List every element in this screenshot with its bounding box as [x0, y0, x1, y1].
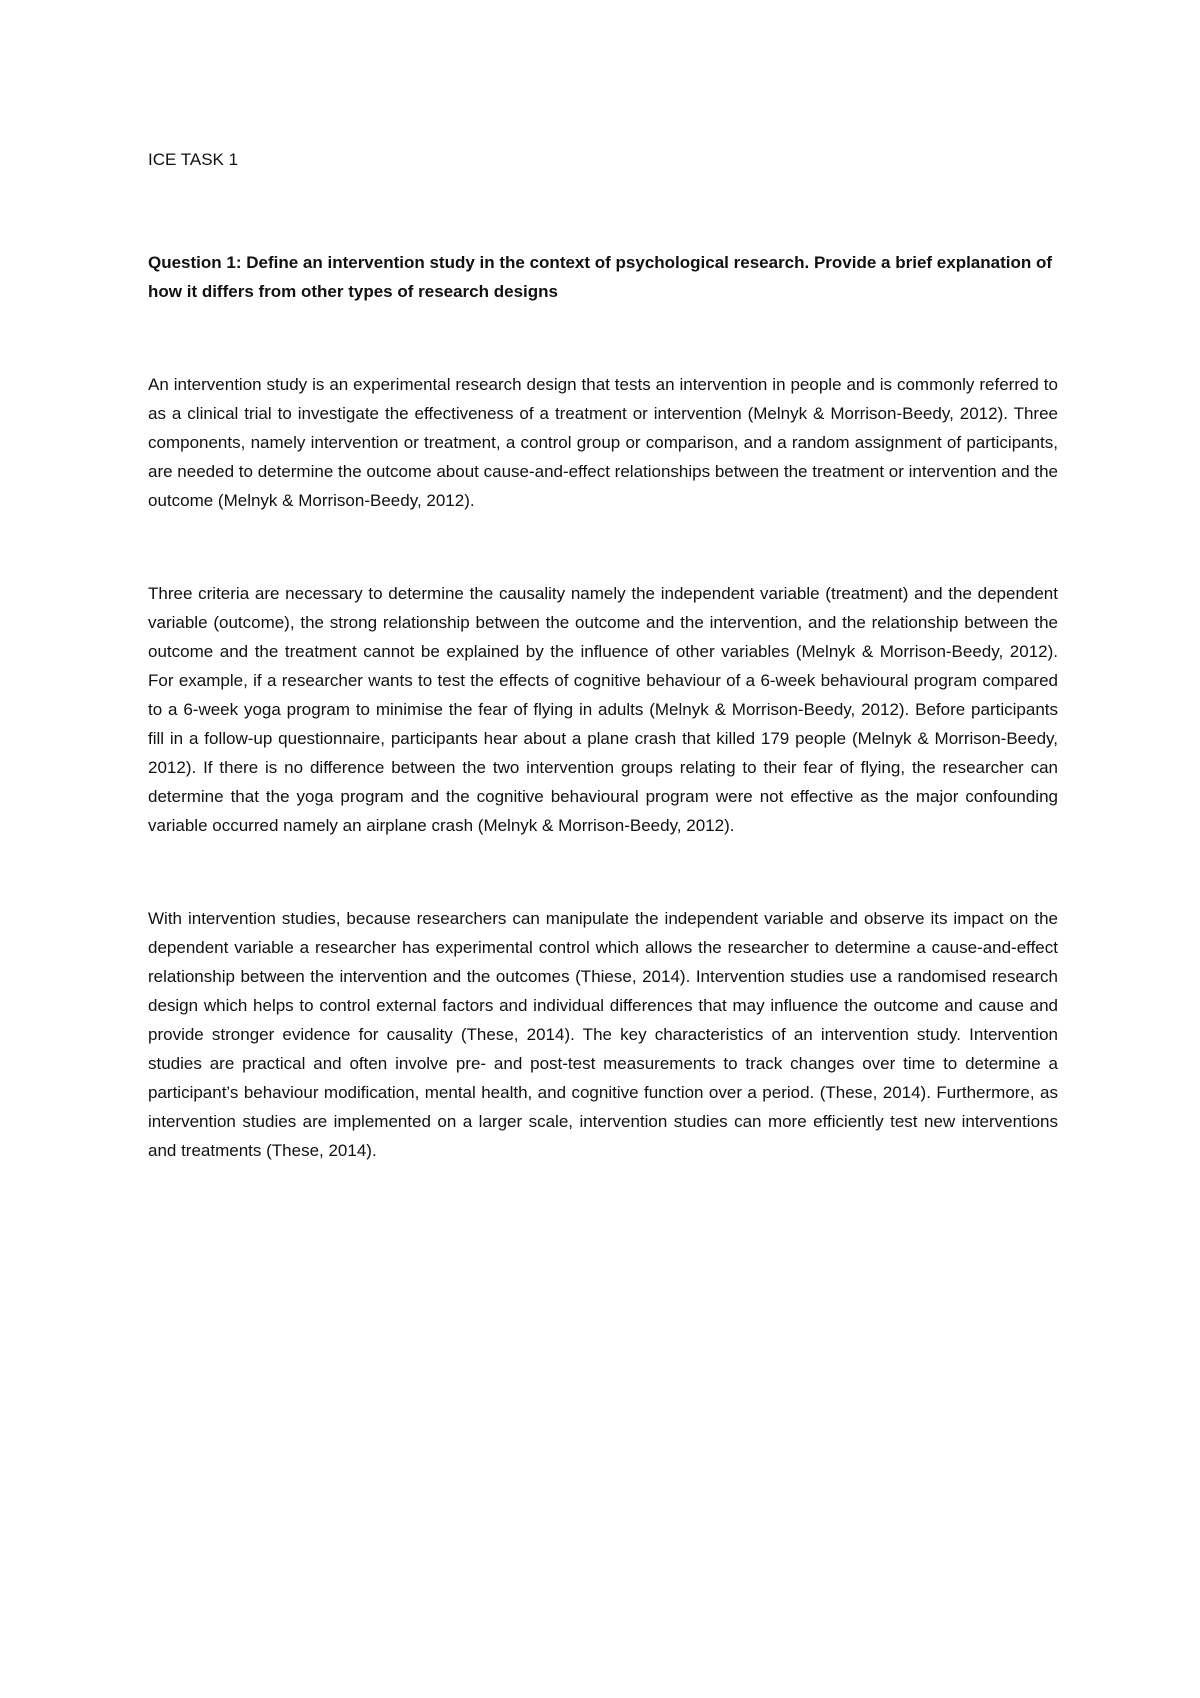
- paragraph-1: An intervention study is an experimental research design that tests an intervention in people and is commonly referred to as a clinical trial to investigate the effectiveness of a treatment or intervention (Melnyk & Morrison-Beedy, 2012). Three components, namely intervention or treatment, a control group or comparison, and a random assignment of participants, are needed to determine the outcome about cause-and-effect relationships between the treatment or intervention and the outcome (Melnyk & Morrison-Beedy, 2012).: [148, 375, 1058, 510]
- document-body: [148, 150, 1058, 1165]
- paragraph-2: Three criteria are necessary to determine the causality namely the independent variable (treatment) and the dependent variable (outcome), the strong relationship between the outcome and the intervention, and the relationship between the outcome and the treatment cannot be explained by the influence of other variables (Melnyk & Morrison-Beedy, 2012). For example, if a researcher wants to test the effects of cognitive behaviour of a 6-week behavioural program compared to a 6-week yoga program to minimise the fear of flying in adults (Melnyk & Morrison-Beedy, 2012). Before participants fill in a follow-up questionnaire, participants hear about a plane crash that killed 179 people (Melnyk & Morrison-Beedy, 2012). If there is no difference between the two intervention groups relating to their fear of flying, the researcher can determine that the yoga program and the cognitive behavioural program were not effective as the major confounding variable occurred namely an airplane crash (Melnyk & Morrison-Beedy, 2012).: [148, 584, 1058, 835]
- question-heading: Question 1: Define an intervention study in the context of psychological research. Provide a brief explanation of how it differs from other types of research designs: [148, 253, 1053, 301]
- document-title: ICE TASK 1: [148, 150, 239, 169]
- paragraph-3: With intervention studies, because researchers can manipulate the independent variable and observe its impact on the dependent variable a researcher has experimental control which allows the researcher to determine a cause-and-effect relationship between the intervention and the outcomes (Thiese, 2014). Intervention studies use a randomised research design which helps to control external factors and individual differences that may influence the outcome and cause and provide stronger evidence for causality (These, 2014). The key characteristics of an intervention study. Intervention studies are practical and often involve pre- and post-test measurements to track changes over time to determine a participant’s behaviour modification, mental health, and cognitive function over a period. (These, 2014). Furthermore, as intervention studies are implemented on a larger scale, intervention studies can more efficiently test new interventions and treatments (These, 2014).: [148, 909, 1058, 1160]
